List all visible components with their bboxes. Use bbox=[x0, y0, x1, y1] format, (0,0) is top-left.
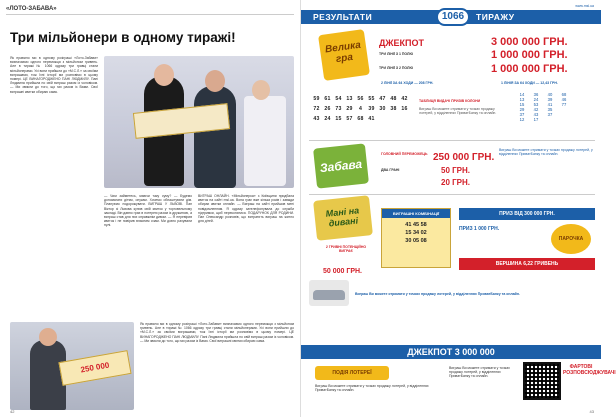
grid-number: 59 bbox=[313, 96, 320, 102]
row-amount: 1 000 000 ГРН. bbox=[491, 49, 568, 61]
prize-number: 14 bbox=[519, 92, 525, 97]
left-page bbox=[0, 0, 300, 417]
combo-numbers bbox=[382, 218, 450, 248]
row-label: ТРИ ЛІНІЇ З 1 ПОЛЮ bbox=[379, 52, 414, 56]
prize-number: 40 bbox=[547, 92, 553, 97]
grid-number: 68 bbox=[357, 116, 364, 122]
amount-50: 50 ГРН. bbox=[441, 166, 470, 175]
winners-photo-2 bbox=[10, 322, 134, 410]
article-text: Як правило ми в одному розіграші «Лото-Забави» визначаємо одного переможця з мільйоном гривень. Але в тиражі № 1066 одразу три гравці стали мільйонерами. Усі вони прийшли до «М.С.Л.» за своїми виграшами, тож їхні історії ми розповімо в цьому номері. ЦЕ ВИНАГОРОДЖЕНО ПАНІ ЛЮДМИЛУ. Пані Людмила прийшла по свій виграш разом із чоловіком. — Ми звикли до того, що ми разом із Вами. Свої виграшні квитки обираю сама. bbox=[140, 322, 294, 343]
person bbox=[194, 86, 236, 188]
article-text: Як правило ми в одному розіграші «Лото-Забави» визначаємо одного переможця з мільйоном гривень. Але в тиражі № 1066 одразу три гравці стали мільйонерами. Усі вони прийшли до «М.С.Л.» за своїми виграшами, тож їхні історії ми розповімо в цьому номері. ЦЕ ВИНАГОРОДЖЕНО ПАНІ ЛЮДМИЛУ. Пані Людмила прийшла по свій виграш разом із чоловіком. — Ми звикли до того, що ми разом із Вами. Свої виграшні квитки обираю сама. bbox=[10, 56, 98, 94]
prize-row bbox=[515, 117, 571, 122]
article-text: ВИГРАШ ОНЛАЙН. «Мільйонерка» з Київщини придбала квиток на сайті msl.ua. Вона грає вже кілька років і завжди обирає квитки онлайн. — Виграш на сайті прийшов мені повідомленням. Я одразу зателефонувала до служби підтримки, щоб переконатися. ПОДАРУНОК ДЛЯ РОДИНИ. Пан Олександр розповів, що витратить виграш на житло для дітей. bbox=[198, 194, 294, 224]
prize-number: 77 bbox=[561, 102, 567, 107]
main-prize-label: ГОЛОВНИЙ ПЕРЕМОЖЕЦЬ bbox=[381, 152, 428, 156]
prize-number: 39 bbox=[547, 97, 553, 102]
card-title: ВИГРАШНІ КОМБІНАЦІЇ bbox=[382, 209, 450, 218]
prize-number: 13 bbox=[519, 97, 525, 102]
prize1-banner: ПРИЗ ВІД 300 000 ГРН. bbox=[459, 208, 595, 220]
footer-text-2: Виграш Ви можете отримати у точках продажу лотерей, у відділеннях ПриватБанку та онлайн. bbox=[449, 366, 510, 378]
prize-number: 15 bbox=[519, 102, 525, 107]
page-number: 42 bbox=[10, 409, 15, 414]
prize-number: 37 bbox=[519, 112, 525, 117]
prize-certificate: 250 000 bbox=[58, 350, 131, 386]
prize-number: 53 bbox=[533, 102, 539, 107]
footer-title: ФАРТОВІ РОЗПОВСЮДЖУВАЧІ bbox=[563, 364, 616, 376]
prize-columns bbox=[515, 92, 571, 122]
jackpot-amount: 3 000 000 ГРН. bbox=[491, 36, 568, 48]
amount-20: 20 ГРН. bbox=[441, 178, 470, 187]
divider bbox=[6, 14, 294, 15]
prize2-label: ПРИЗ 1 000 ГРН. bbox=[459, 226, 500, 232]
prize-number: 41 bbox=[547, 102, 553, 107]
big-prize-label: 2 ГРИВНІ ПОТЕНЦІЙНО ВИГРАЄ bbox=[325, 245, 367, 253]
prize-number: 29 bbox=[519, 107, 525, 112]
person-head bbox=[154, 64, 174, 86]
combo-number: 45 bbox=[412, 222, 421, 228]
car-image bbox=[309, 280, 349, 306]
grid-number: 29 bbox=[346, 106, 353, 112]
guaranteed-banner: ВЕРШИНА 6,22 ГРИВЕНЬ bbox=[459, 258, 595, 270]
prize-number: 35 bbox=[547, 107, 553, 112]
main-prize-amount: 250 000 ГРН. bbox=[433, 152, 495, 163]
qr-code[interactable] bbox=[523, 362, 561, 400]
grid-number: 26 bbox=[324, 106, 331, 112]
combo-number: 34 bbox=[412, 230, 421, 236]
grid-number: 16 bbox=[401, 106, 408, 112]
jackpot-bar: ДЖЕКПОТ 3 000 000 bbox=[301, 345, 601, 359]
header-left: РЕЗУЛЬТАТИ bbox=[313, 12, 373, 22]
article-column-1 bbox=[10, 56, 98, 316]
prize-number: 68 bbox=[561, 92, 567, 97]
table-title: ТАБЛИЦЯ ВИДАЧІ ПРИЗІВ КОЛОНИ bbox=[419, 99, 481, 103]
person-head bbox=[205, 70, 225, 92]
grid-number: 4 bbox=[358, 106, 363, 112]
grid-number: 30 bbox=[379, 106, 386, 112]
combo-number: 41 bbox=[405, 222, 413, 228]
grid-number: 56 bbox=[357, 96, 364, 102]
person-head bbox=[39, 328, 57, 346]
grid-number: 41 bbox=[368, 116, 375, 122]
combo-number: 02 bbox=[420, 230, 427, 236]
grid-number: 61 bbox=[324, 96, 331, 102]
mani-na-divani-logo: Мані на дивані bbox=[313, 195, 373, 241]
grid-number: 48 bbox=[390, 96, 397, 102]
footer-text: Виграш Ви можете отримати у точках продажу лотерей, у відділеннях ПриватБанку та онлайн. bbox=[315, 384, 429, 392]
grid-number: 72 bbox=[313, 106, 320, 112]
article-column-3 bbox=[198, 194, 294, 316]
grid-number: 13 bbox=[346, 96, 353, 102]
velyka-gra-logo: Велика гра bbox=[318, 29, 370, 81]
big-prize-amount: 50 000 ГРН. bbox=[323, 268, 362, 275]
divider bbox=[309, 194, 595, 195]
page-number: 43 bbox=[589, 409, 594, 414]
person bbox=[244, 96, 286, 186]
header-right: ТИРАЖУ bbox=[476, 12, 515, 22]
page-title: Три мільйонери в одному тиражі! bbox=[10, 30, 236, 45]
grid-number: 38 bbox=[390, 106, 397, 112]
prize-number: 24 bbox=[533, 97, 539, 102]
prize-number: 46 bbox=[561, 97, 567, 102]
parochka-badge: ПАРОЧКА bbox=[551, 224, 591, 254]
prize-number: 36 bbox=[533, 92, 539, 97]
combo-number: 08 bbox=[420, 238, 427, 244]
person-head bbox=[252, 80, 270, 100]
grid-number: 73 bbox=[335, 106, 342, 112]
draw-number-badge: 1066 bbox=[436, 8, 470, 26]
winning-tickets-list: Виграш Ви можете отримати у точках продажу лотерей, у відділеннях ПриватБанку та онлайн. bbox=[499, 148, 593, 156]
article-text: — Чим займетесь, маючи таку суму? — Будемо допомагати дітям, онукам. Хочемо облаштувати дім. Плануємо подорожувати. ВИГРАШ У ЛЬВОВІ. Пан Віктор зі Львова купив свій квиток у торговельному закладі. Він давно грає в лотерею разом із дружиною, а виграш став для них справжнім дивом. — Я перевірив квиток і не повірив власним очам. Ми довго рахували нулі. bbox=[104, 194, 192, 228]
row-amount: 1 000 000 ГРН. bbox=[491, 63, 568, 75]
prize-number: 17 bbox=[533, 117, 539, 122]
event-badge: ПОДІЯ ЛОТЕРЕЇ bbox=[315, 366, 389, 380]
combo-number: 05 bbox=[412, 238, 421, 244]
draw-notes: Виграш Ви можете отримати у точках продажу лотерей, у відділеннях ПриватБанку та онлайн. bbox=[355, 292, 520, 296]
two-numbers-label: ДВА ГРАНІ bbox=[381, 168, 400, 172]
row-label: ТРИ ЛІНІЇ З 2 ПОЛЮ bbox=[379, 66, 414, 70]
grid-number: 43 bbox=[313, 116, 320, 122]
article-column-2 bbox=[104, 194, 192, 316]
grid-number: 55 bbox=[368, 96, 375, 102]
prize-number: 12 bbox=[519, 117, 525, 122]
divider bbox=[309, 140, 595, 141]
grid-number: 42 bbox=[401, 96, 408, 102]
prize-number: 43 bbox=[533, 112, 539, 117]
combo-number: 15 bbox=[405, 230, 413, 236]
right-page bbox=[300, 0, 616, 417]
site-url[interactable]: www.msl.ua bbox=[575, 4, 594, 8]
section-label: «ЛОТО-ЗАБАВА» bbox=[6, 6, 57, 12]
winning-combinations-card bbox=[381, 208, 451, 268]
combo-number: 58 bbox=[420, 222, 427, 228]
grid-number: 54 bbox=[335, 96, 342, 102]
zabava-logo: Забава bbox=[313, 143, 369, 188]
grid-number: 39 bbox=[368, 106, 375, 112]
grid-number: 15 bbox=[335, 116, 342, 122]
grid-number: 24 bbox=[324, 116, 331, 122]
winners-photo-1 bbox=[104, 56, 294, 188]
combo-number: 30 bbox=[405, 238, 413, 244]
article-column-4 bbox=[140, 322, 294, 408]
line-prize: 1 ЛІНІЯ ЗА 64 ХОДИ — 12,43 ГРН. bbox=[501, 81, 558, 85]
numbers-grid bbox=[311, 96, 410, 122]
prize-number: 42 bbox=[533, 107, 539, 112]
table-notes: Виграш Ви можете отримати у точках продажу лотерей, у відділеннях ПриватБанку та онлайн. bbox=[419, 107, 497, 115]
grid-number: 57 bbox=[346, 116, 353, 122]
grid-number: 47 bbox=[379, 96, 386, 102]
jackpot-label: ДЖЕКПОТ bbox=[379, 38, 425, 48]
line-prize: 2 ЛІНІЇ ЗА 64 ХОДИ — 208 ГРН. bbox=[381, 81, 434, 85]
prize-number: 37 bbox=[547, 112, 553, 117]
